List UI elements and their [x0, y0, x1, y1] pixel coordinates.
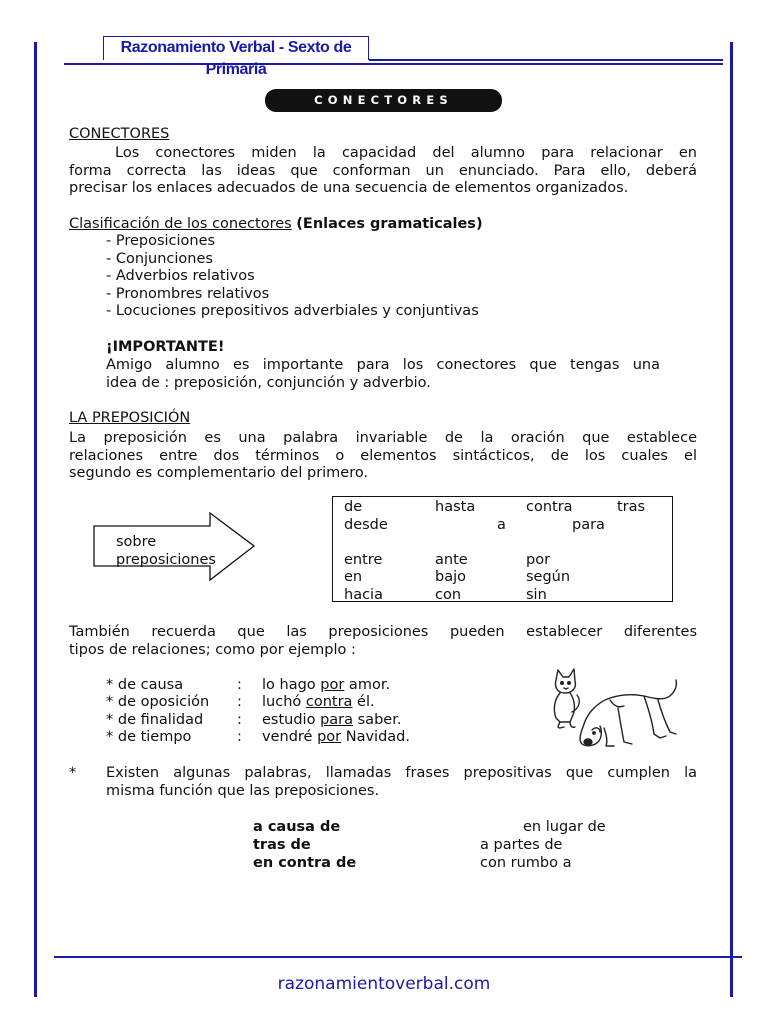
preposicion-paragraph [69, 430, 697, 483]
header-rule-bottom [64, 63, 723, 65]
conectores-heading: CONECTORES [69, 126, 170, 142]
example-preposition: para [320, 712, 354, 728]
example-text: saber. [353, 712, 402, 728]
relation-separator: : [237, 694, 242, 710]
frase-left: tras de [253, 837, 311, 853]
relation-example [262, 729, 410, 747]
example-text: vendré [262, 729, 318, 745]
prep-word: en [344, 569, 363, 585]
conectores-paragraph [69, 145, 697, 198]
prep-word: sin [526, 587, 547, 602]
prep-word: con [435, 587, 462, 602]
cat-and-dog-illustration [548, 660, 688, 750]
frase-right: con rumbo a [480, 855, 572, 871]
header-rule-top [369, 59, 723, 61]
footer-rule [54, 956, 742, 958]
footer-website-link[interactable]: razonamientoverbal.com [277, 974, 491, 994]
prep-word: de [344, 499, 363, 515]
list-item: - Preposiciones [106, 233, 216, 249]
paragraph-line: También recuerda que las preposiciones pueden establecer diferentes [69, 624, 697, 640]
paragraph-line: forma correcta las ideas que conforman un enunciado. Para ello, deberá [69, 162, 697, 179]
frase-right: en lugar de [523, 819, 606, 835]
relation-example [262, 677, 390, 695]
example-text: amor. [344, 677, 391, 693]
relation-separator: : [237, 712, 242, 728]
preposicion-heading: LA PREPOSICIÓN [69, 410, 191, 426]
prep-word: para [572, 517, 605, 533]
prep-word: según [526, 569, 571, 585]
paragraph-line: relaciones entre dos términos o elementos sintácticos, de los cuales el [69, 447, 697, 464]
relation-label: * de causa [106, 677, 184, 693]
frase-left: a causa de [253, 819, 341, 835]
frases-bullet: * [69, 765, 77, 781]
relation-label: * de oposición [106, 694, 210, 710]
example-preposition: por [317, 729, 342, 745]
paragraph-line: Los conectores miden la capacidad del alumno para relacionar en [115, 145, 697, 161]
paragraph-line: precisar los enlaces adecuados de una secuencia de elementos organizados. [69, 180, 629, 196]
relaciones-paragraph [69, 624, 697, 659]
frases-paragraph [106, 765, 697, 800]
prep-word: desde [344, 517, 388, 533]
importante-heading: ¡IMPORTANTE! [106, 339, 225, 355]
paragraph-line: segundo es complementario del primero. [69, 465, 369, 481]
right-border-line [730, 42, 733, 997]
arrow-label-line2: preposiciones [116, 552, 216, 568]
example-text: luchó [262, 694, 306, 710]
importante-line: Amigo alumno es importante para los conectores que tengas una [106, 357, 660, 373]
clasificacion-heading [69, 216, 483, 234]
list-item: - Pronombres relativos [106, 286, 270, 302]
section-banner: CONECTORES LÓGICOS [265, 89, 502, 112]
clasificacion-heading-rest: (Enlaces gramaticales) [296, 216, 483, 232]
relation-label: * de tiempo [106, 729, 192, 745]
paragraph-line: tipos de relaciones; como por ejemplo : [69, 641, 356, 658]
list-item: - Conjunciones [106, 251, 213, 267]
relation-example [262, 694, 375, 712]
relation-example [262, 712, 401, 730]
example-text: Navidad. [341, 729, 410, 745]
example-text: estudio [262, 712, 321, 728]
list-item: - Locuciones prepositivos adverbiales y conjuntivas [106, 303, 479, 319]
prep-word: por [526, 552, 551, 568]
frase-left: en contra de [253, 855, 357, 871]
arrow-label-line1: sobre [116, 534, 157, 550]
paragraph-line: Existen algunas palabras, llamadas frases prepositivas que cumplen la [106, 765, 697, 781]
example-preposition: por [320, 677, 345, 693]
paragraph-line: misma función que las preposiciones. [106, 782, 380, 799]
example-text: lo hago [262, 677, 321, 693]
prep-word: hasta [435, 499, 476, 515]
example-preposition: contra [305, 694, 353, 710]
relation-separator: : [237, 729, 242, 745]
clasificacion-heading-underlined: Clasificación de los conectores [69, 216, 292, 232]
prep-word: bajo [435, 569, 466, 585]
document-header-title: Razonamiento Verbal - Sexto de Primaria [103, 36, 369, 60]
prep-word: contra [526, 499, 573, 515]
prep-word: tras [617, 499, 646, 515]
prepositions-box [332, 496, 673, 602]
relation-separator: : [237, 677, 242, 693]
paragraph-line: La preposición es una palabra invariable de la oración que establece [69, 430, 697, 446]
relation-label: * de finalidad [106, 712, 204, 728]
left-border-line [34, 42, 37, 997]
list-item: - Adverbios relativos [106, 268, 255, 284]
example-text: él. [352, 694, 375, 710]
prep-word: hacia [344, 587, 383, 602]
frase-right: a partes de [480, 837, 563, 853]
importante-line: idea de : preposición, conjunción y adverbio. [106, 375, 431, 391]
prep-word: entre [344, 552, 383, 568]
prep-word: a [497, 517, 506, 533]
prep-word: ante [435, 552, 468, 568]
